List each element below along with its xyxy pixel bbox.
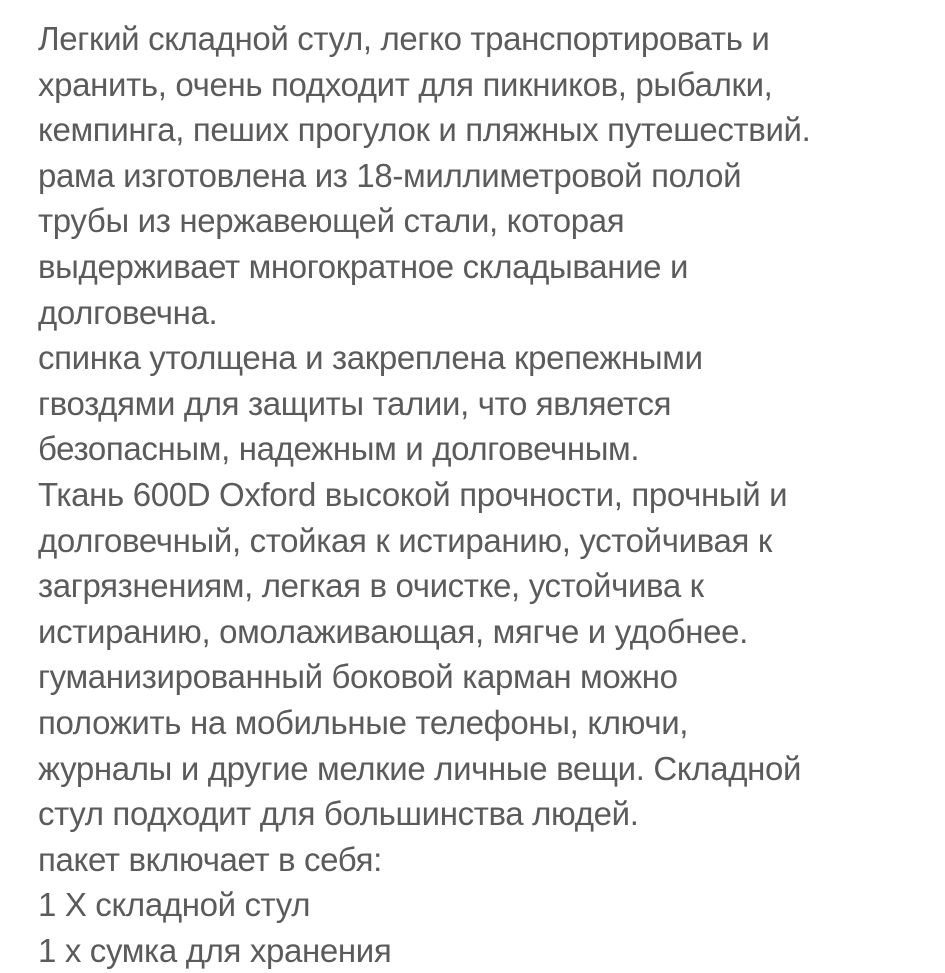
description-line: стул подходит для большинства людей. — [38, 795, 639, 833]
description-line: загрязнениям, легкая в очистке, устойчива к — [38, 567, 704, 605]
product-description — [38, 16, 938, 973]
description-line: Легкий складной стул, легко транспортировать и — [38, 20, 770, 57]
description-line: гвоздями для защиты талии, что является — [38, 384, 672, 422]
description-line: кемпинга, пеших прогулок и пляжных путешествий. — [38, 111, 811, 149]
description-line: долговечна. — [38, 293, 218, 331]
description-line: хранить, очень подходит для пикников, рыбалки, — [38, 65, 773, 103]
description-line: истиранию, омолаживающая, мягче и удобнее. — [38, 612, 748, 650]
package-item: 1 X складной стул — [38, 886, 311, 924]
description-line: спинка утолщена и закреплена крепежными — [38, 339, 703, 377]
package-contents-heading: пакет включает в себя: — [38, 840, 382, 878]
package-item: 1 х сумка для хранения — [38, 931, 392, 969]
description-line: рама изготовлена из 18-миллиметровой полой — [38, 156, 742, 194]
description-line: Ткань 600D Oxford высокой прочности, прочный и — [38, 475, 788, 513]
description-line: журналы и другие мелкие личные вещи. Складной — [38, 749, 802, 787]
description-line: выдерживает многократное складывание и — [38, 247, 689, 285]
description-line: гуманизированный боковой карман можно — [38, 658, 678, 696]
description-line: долговечный, стойкая к истиранию, устойчивая к — [38, 521, 772, 559]
description-line: трубы из нержавеющей стали, которая — [38, 202, 625, 240]
description-line: безопасным, надежным и долговечным. — [38, 430, 640, 468]
description-line: положить на мобильные телефоны, ключи, — [38, 703, 689, 741]
